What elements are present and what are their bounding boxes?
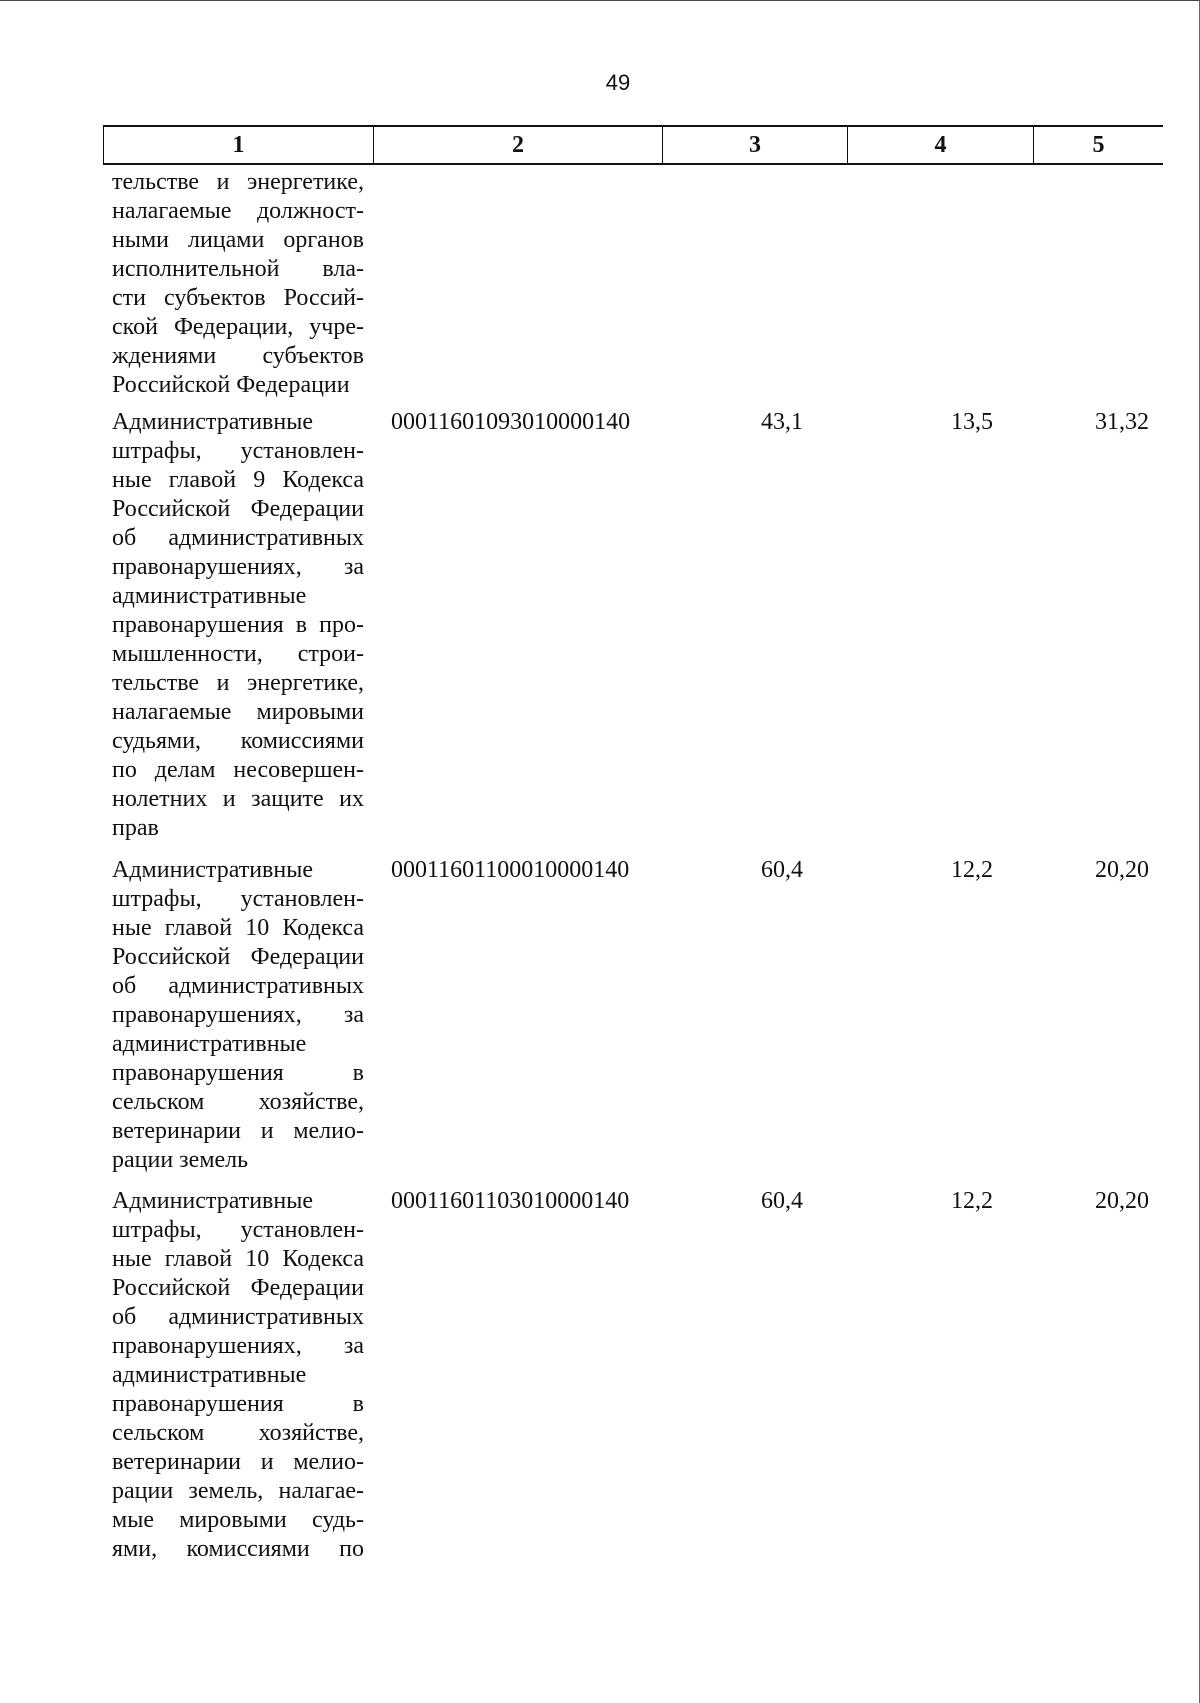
row-value-col3: 60,4 [761, 1188, 803, 1214]
row-value-col3: 60,4 [761, 857, 803, 883]
description-line: сельском хозяйстве, [112, 1089, 364, 1115]
description-line: Административные [112, 1188, 314, 1214]
description-line: судьями, комиссиями [112, 728, 364, 754]
description-line: Административные [112, 857, 314, 883]
description-line: налагаемые должност- [112, 198, 364, 224]
row-code: 00011601103010000140 [391, 1188, 630, 1214]
description-line: штрафы, установлен- [112, 886, 364, 912]
row-description [112, 1187, 364, 1564]
row-description [112, 856, 364, 1175]
page-number: 49 [605, 70, 631, 95]
description-line: исполнительной вла- [112, 256, 364, 282]
description-line: ными лицами органов [112, 227, 364, 253]
row-value-col3: 43,1 [761, 409, 803, 435]
description-line: сельском хозяйстве, [112, 1420, 364, 1446]
description-line: тельстве и энергетике, [112, 169, 364, 195]
row-code: 00011601100010000140 [391, 857, 630, 883]
description-line: правонарушения в [112, 1391, 364, 1417]
description-line: об административных [112, 1304, 364, 1330]
row-value-col4: 12,2 [951, 1188, 993, 1214]
description-line: нолетних и защите их [112, 786, 364, 812]
row-value-col4: 13,5 [951, 409, 993, 435]
description-line: об административных [112, 525, 364, 551]
description-line: административные [112, 1031, 307, 1057]
header-col-3: 3 [662, 127, 847, 163]
description-line: налагаемые мировыми [112, 699, 364, 725]
header-col-2: 2 [373, 127, 662, 163]
description-line: административные [112, 1362, 307, 1388]
description-line: об административных [112, 973, 364, 999]
page-frame-top [0, 0, 1200, 1]
description-line: административные [112, 583, 307, 609]
description-line: мые мировыми судь- [112, 1507, 364, 1533]
description-line: Административные [112, 409, 314, 435]
row-value-col4: 12,2 [951, 857, 993, 883]
description-line: ветеринарии и мелио- [112, 1118, 364, 1144]
description-line: мышленности, строи- [112, 641, 364, 667]
description-line: тельстве и энергетике, [112, 670, 364, 696]
description-line: рации земель [112, 1147, 249, 1173]
row-description [112, 408, 364, 843]
description-line: ные главой 10 Кодекса [112, 915, 364, 941]
row-value-col5: 20,20 [1095, 1188, 1149, 1214]
description-line: ждениями субъектов [112, 343, 364, 369]
description-line: правонарушениях, за [112, 1002, 364, 1028]
description-line: ные главой 9 Кодекса [112, 467, 364, 493]
row-code: 00011601093010000140 [391, 409, 631, 435]
header-col-4: 4 [847, 127, 1033, 163]
description-line: штрафы, установлен- [112, 1217, 364, 1243]
description-line: ской Федерации, учре- [112, 314, 364, 340]
description-line: прав [112, 815, 159, 841]
description-line: рации земель, налагае- [112, 1478, 364, 1504]
row-description [112, 168, 364, 400]
description-line: ями, комиссиями по [112, 1536, 364, 1562]
description-line: правонарушения в про- [112, 612, 364, 638]
description-line: штрафы, установлен- [112, 438, 364, 464]
description-line: Российской Федерации [112, 496, 364, 522]
table-header [103, 125, 1163, 165]
description-line: Российской Федерации [112, 1275, 364, 1301]
description-line: правонарушениях, за [112, 554, 364, 580]
description-line: ветеринарии и мелио- [112, 1449, 364, 1475]
description-line: Российской Федерации [112, 944, 364, 970]
description-line: правонарушениях, за [112, 1333, 364, 1359]
description-line: Российской Федерации [112, 372, 350, 398]
description-line: ные главой 10 Кодекса [112, 1246, 364, 1272]
row-value-col5: 31,32 [1095, 409, 1149, 435]
header-col-5: 5 [1033, 127, 1163, 163]
header-col-1: 1 [103, 127, 373, 163]
description-line: сти субъектов Россий- [112, 285, 364, 311]
description-line: правонарушения в [112, 1060, 364, 1086]
description-line: по делам несовершен- [112, 757, 364, 783]
row-value-col5: 20,20 [1095, 857, 1149, 883]
